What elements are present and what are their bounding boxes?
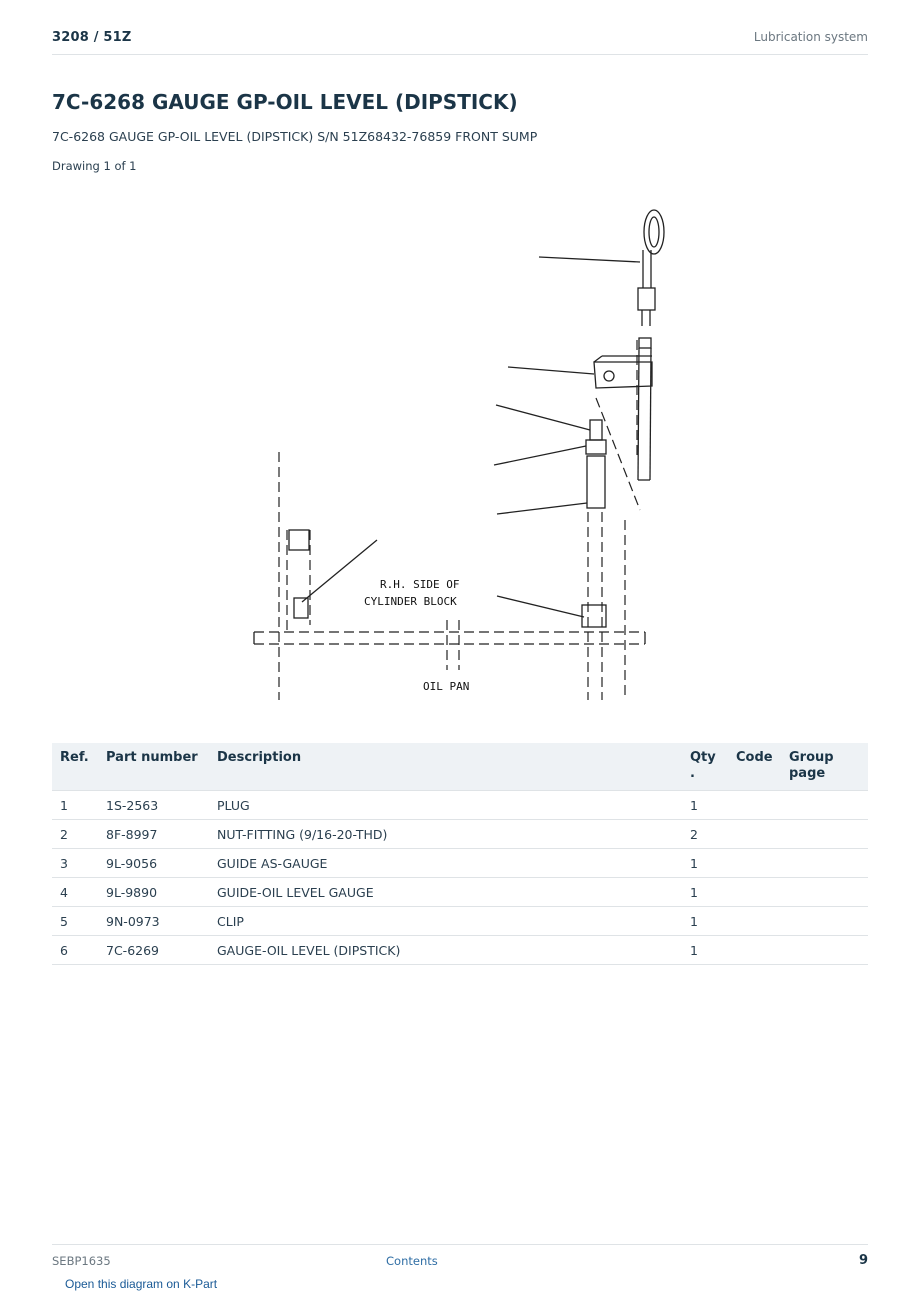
qty-header-line1: Qty	[690, 750, 716, 765]
leader-lines	[302, 257, 640, 617]
cell-code	[728, 907, 781, 936]
cell-qty: 2	[682, 820, 728, 849]
cell-code	[728, 878, 781, 907]
cell-ref: 6	[52, 936, 98, 965]
cell-part-number: 7C-6269	[98, 936, 209, 965]
table-row	[52, 791, 868, 820]
cell-qty: 1	[682, 936, 728, 965]
cell-ref: 3	[52, 849, 98, 878]
cell-part-number: 9N-0973	[98, 907, 209, 936]
cell-ref: 4	[52, 878, 98, 907]
col-code-header: Code	[728, 743, 781, 791]
cell-group	[781, 791, 868, 820]
parts-table	[52, 743, 868, 965]
cell-group	[781, 936, 868, 965]
cell-ref: 1	[52, 791, 98, 820]
contents-link[interactable]: Contents	[386, 1254, 438, 1268]
guide-drawing	[582, 340, 640, 700]
parts-diagram	[240, 200, 680, 700]
cell-qty: 1	[682, 878, 728, 907]
cell-group	[781, 878, 868, 907]
group-header-line1: Group	[789, 750, 834, 765]
cell-description: GUIDE AS-GAUGE	[209, 849, 682, 878]
drawing-count: Drawing 1 of 1	[52, 159, 137, 173]
table-header-row	[52, 743, 868, 791]
cell-code	[728, 791, 781, 820]
parts-diagram-drawing	[240, 200, 680, 700]
col-qty-header	[682, 743, 728, 791]
group-header-line2: page	[789, 766, 826, 781]
table-row	[52, 936, 868, 965]
section-name: Lubrication system	[753, 30, 868, 44]
page-subtitle: 7C-6268 GAUGE GP-OIL LEVEL (DIPSTICK) S/N 51Z68432-76859 FRONT SUMP	[52, 129, 538, 144]
cell-description: GAUGE-OIL LEVEL (DIPSTICK)	[209, 936, 682, 965]
cell-code	[728, 849, 781, 878]
cell-group	[781, 849, 868, 878]
cell-qty: 1	[682, 849, 728, 878]
table-row	[52, 820, 868, 849]
col-description-header: Description	[209, 743, 682, 791]
dipstick-drawing	[638, 210, 664, 480]
cell-ref: 5	[52, 907, 98, 936]
col-ref-header: Ref.	[52, 743, 98, 791]
table-row	[52, 849, 868, 878]
cell-part-number: 9L-9056	[98, 849, 209, 878]
page-title: 7C-6268 GAUGE GP-OIL LEVEL (DIPSTICK)	[52, 90, 518, 114]
page-footer	[52, 1244, 868, 1275]
cell-part-number: 8F-8997	[98, 820, 209, 849]
qty-header-line2: .	[690, 766, 695, 781]
table-row	[52, 907, 868, 936]
page-header	[52, 28, 868, 55]
document-id: SEBP1635	[52, 1254, 111, 1268]
plug-drawing	[279, 452, 310, 700]
cell-code	[728, 820, 781, 849]
label-rh-side: R.H. SIDE OF	[380, 578, 460, 591]
cell-qty: 1	[682, 907, 728, 936]
cell-group	[781, 820, 868, 849]
cell-group	[781, 907, 868, 936]
open-kpart-link[interactable]: Open this diagram on K-Part	[65, 1277, 218, 1291]
label-cylinder-block: CYLINDER BLOCK	[364, 595, 457, 608]
col-group-header	[781, 743, 868, 791]
cell-description: GUIDE-OIL LEVEL GAUGE	[209, 878, 682, 907]
cell-part-number: 9L-9890	[98, 878, 209, 907]
cell-part-number: 1S-2563	[98, 791, 209, 820]
page-number: 9	[858, 1253, 868, 1268]
cell-description: NUT-FITTING (9/16-20-THD)	[209, 820, 682, 849]
cell-code	[728, 936, 781, 965]
cell-ref: 2	[52, 820, 98, 849]
cell-qty: 1	[682, 791, 728, 820]
table-row	[52, 878, 868, 907]
cell-description: CLIP	[209, 907, 682, 936]
cell-description: PLUG	[209, 791, 682, 820]
clip-drawing	[594, 356, 652, 388]
col-part-number-header: Part number	[98, 743, 209, 791]
model-breadcrumb: 3208 / 51Z	[52, 30, 132, 45]
label-oil-pan: OIL PAN	[423, 680, 470, 693]
